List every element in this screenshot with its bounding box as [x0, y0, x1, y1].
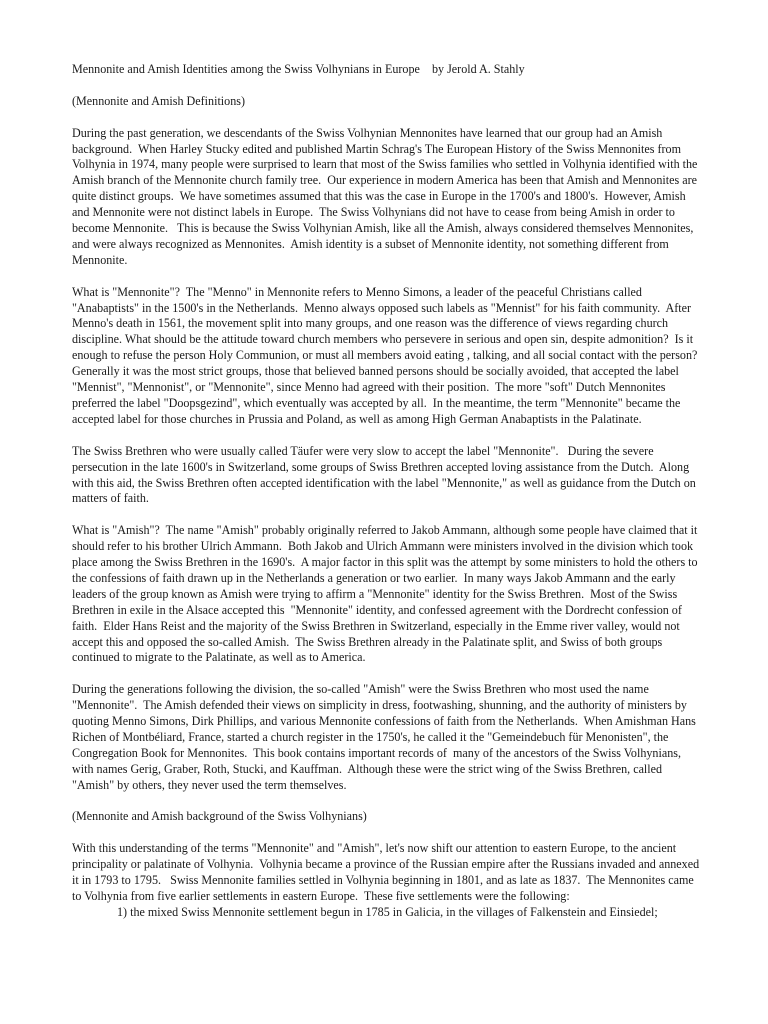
section-heading-definitions: (Mennonite and Amish Definitions) — [72, 93, 245, 108]
paragraph-2: What is "Mennonite"? The "Menno" in Mennonite refers to Menno Simons, a leader of the peaceful Christians called "Anabaptists" in the 1500's in the Netherlands. Menno always opposed such labels as "Mennist" for his faith community. After Menno's death in 1561, the movement split into many groups, and one reason was the difference of views regarding church discipline. What should be the attitude toward church members who persevere in serious and open sin, despite admonition? Is it enough to refuse the person Holy Communion, or must all members avoid eating , talking, and all social contact with the person? Generally it was the most strict groups, those that believed banned persons should be socially avoided, that accepted the label "Mennist", "Mennonist", or "Mennonite", since Menno had agreed with their position. The more "soft" Dutch Mennonites preferred the label "Doopsgezind", which eventually was accepted by all. In the meantime, the term "Mennonite" became the accepted label for those churches in Prussia and Poland, as well as among High German Anabaptists in the Palatinate. — [72, 284, 704, 426]
list-item-1: 1) the mixed Swiss Mennonite settlement begun in 1785 in Galicia, in the villages of Falkenstein and Einsiedel; — [117, 904, 658, 919]
paragraph-3: The Swiss Brethren who were usually called Täufer were very slow to accept the label "Mennonite". During the severe persecution in the late 1600's in Switzerland, some groups of Swiss Brethren accepted loving assistance from the Dutch. Along with this aid, the Swiss Brethren often accepted identification with the label "Mennonite," as well as guidance from the Dutch on matters of faith. — [72, 443, 699, 506]
document-title: Mennonite and Amish Identities among the Swiss Volhynians in Europe by Jerold A. Stahly — [72, 62, 525, 76]
paragraph-1: During the past generation, we descendants of the Swiss Volhynian Mennonites have learned that our group had an Amish background. When Harley Stucky edited and published Martin Schrag's The European History of the Swiss Mennonites from Volhynia in 1974, many people were surprised to learn that most of the Swiss families who settled in Volhynia identified with the Amish branch of the Mennonite church family tree. Our experience in modern America has been that Amish and Mennonites are quite distinct groups. We have sometimes assumed that this was the case in Europe in the 1700's and 1800's. However, Amish and Mennonite were not distinct labels in Europe. The Swiss Volhynians did not have to cease from being Amish in order to become Mennonite. This is because the Swiss Volhynian Amish, like all the Amish, always considered themselves Mennonites, and were always recognized as Mennonites. Amish identity is a subset of Mennonite identity, not something different from Mennonite. — [72, 125, 701, 267]
document-body — [72, 62, 704, 921]
paragraph-4: What is "Amish"? The name "Amish" probably originally referred to Jakob Ammann, although some people have claimed that it should refer to his brother Ulrich Ammann. Both Jakob and Ulrich Ammann were ministers involved in the division which took place among the Swiss Brethren in the 1690's. A major factor in this split was the attempt by some ministers to hold the others to the confessions of faith drawn up in the Netherlands a generation or two earlier. In many ways Jakob Ammann and the early leaders of the group known as Amish were trying to affirm a "Mennonite" identity for the Swiss Brethren. Most of the Swiss Brethren in exile in the Alsace accepted this "Mennonite" identity, and confessed agreement with the Dordrecht confession of faith. Elder Hans Reist and the majority of the Swiss Brethren in Switzerland, especially in the Emme river valley, would not accept this and opposed the so-called Amish. The Swiss Brethren already in the Palatinate split, and Swiss of both groups continued to migrate to the Palatinate, as well as to America. — [72, 523, 701, 665]
paragraph-6: With this understanding of the terms "Mennonite" and "Amish", let's now shift our attention to eastern Europe, to the ancient principality or palatinate of Volhynia. Volhynia became a province of the Russian empire after the Russians invaded and annexed it in 1793 to 1795. Swiss Mennonite families settled in Volhynia beginning in 1801, and as late as 1837. The Mennonites came to Volhynia from five earlier settlements in eastern Europe. These five settlements were the following: — [72, 841, 703, 903]
section-heading-background: (Mennonite and Amish background of the Swiss Volhynians) — [72, 809, 367, 824]
paragraph-5: During the generations following the division, the so-called "Amish" were the Swiss Brethren who most used the name "Mennonite". The Amish defended their views on simplicity in dress, footwashing, shunning, and the authority of ministers by quoting Menno Simons, Dirk Phillips, and various Mennonite confessions of faith from the Netherlands. When Amishman Hans Richen of Montbéliard, France, started a church register in the 1750's, he called it the "Gemeindebuch für Menonisten", the Congregation Book for Mennonites. This book contains important records of many of the ancestors of the Swiss Volhynians, with names Gerig, Graber, Roth, Stucki, and Kauffman. Although these were the strict wing of the Swiss Brethren, called "Amish" by others, they never used the term themselves. — [72, 682, 699, 792]
